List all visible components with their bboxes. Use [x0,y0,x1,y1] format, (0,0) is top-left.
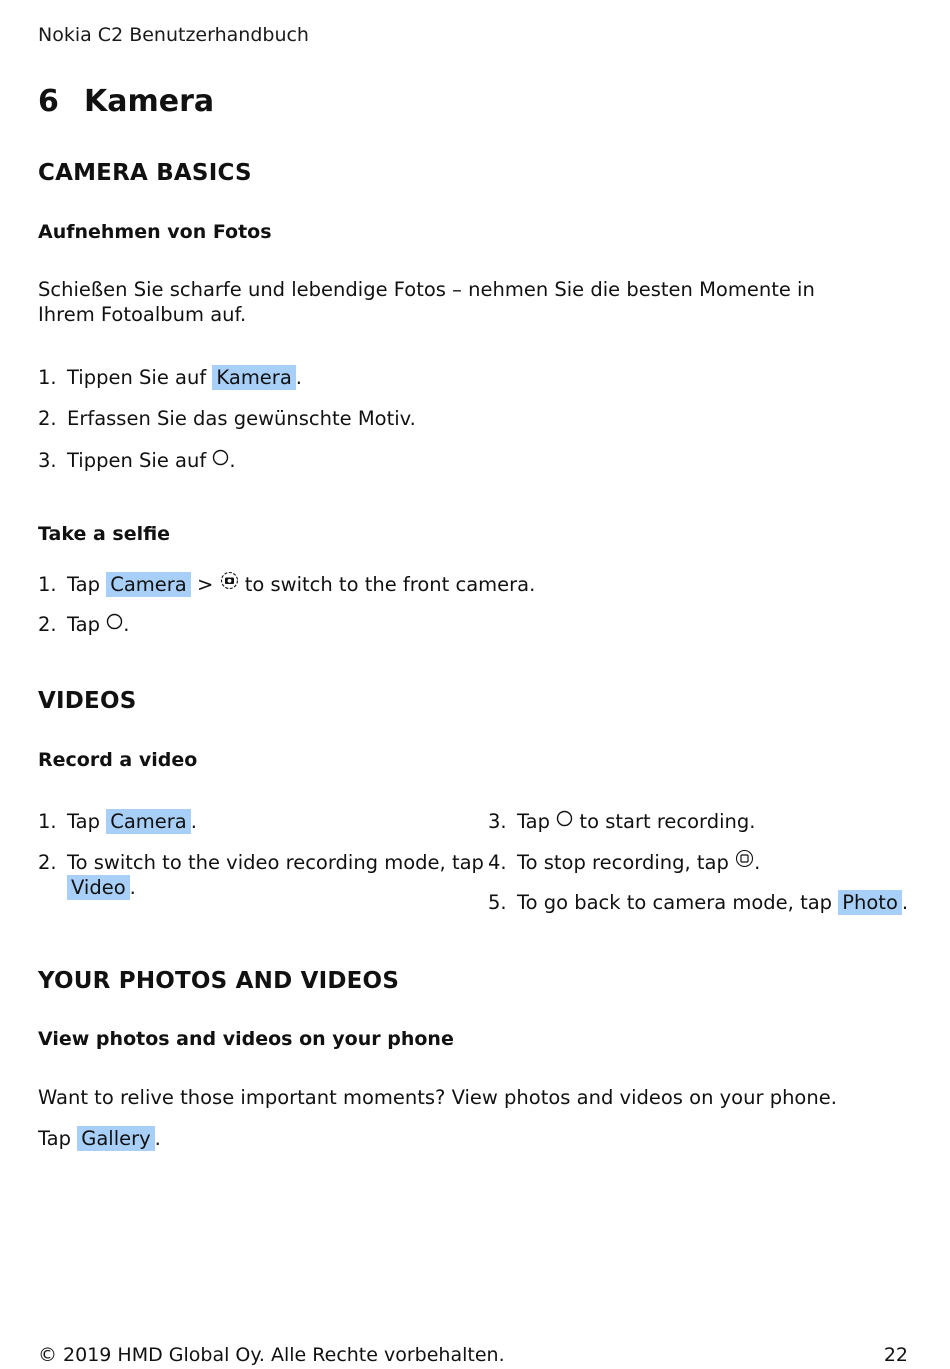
chapter-title [38,84,214,119]
running-header: Nokia C2 Benutzerhandbuch [38,24,309,46]
list-item: 3. Tippen Sie auf . [38,449,236,472]
section-heading-photos-videos: YOUR PHOTOS AND VIDEOS [38,968,400,994]
gallery-instruction: Tap Gallery . [38,1127,161,1150]
ui-label-camera: Camera [106,809,191,834]
list-item: 2. Erfassen Sie das gewünschte Motiv. [38,407,416,430]
section-heading-camera-basics: CAMERA BASICS [38,160,252,186]
list-item: 4. To stop recording, tap . [488,851,761,874]
gallery-intro-paragraph: Want to relive those important moments? View photos and videos on your phone. [38,1086,837,1109]
list-item: 1. Tap Camera . [38,810,197,833]
page-number: 22 [883,1344,908,1366]
list-item-continuation: Video . [67,875,136,900]
shutter-icon [106,613,123,630]
list-item: 2. Tap . [38,613,130,636]
subheading-record-video: Record a video [38,749,198,771]
ui-label-gallery: Gallery [77,1126,154,1151]
ui-label-video: Video [67,875,130,900]
subheading-take-photo: Aufnehmen von Fotos [38,221,272,243]
ui-label-photo: Photo [838,890,902,915]
switch-camera-icon [220,571,239,590]
list-item: 1. Tap Camera > to switch to the front camera. [38,573,536,596]
list-item: 1. Tippen Sie auf Kamera . [38,366,302,389]
ui-label-camera: Camera [106,572,191,597]
list-item: 2. To switch to the video recording mode, tap [38,851,484,874]
shutter-icon [212,449,229,466]
footer-copyright: © 2019 HMD Global Oy. Alle Rechte vorbehalten. [38,1344,505,1366]
section-heading-videos: VIDEOS [38,688,137,714]
chapter-name: Kamera [84,84,215,119]
list-item: 3. Tap to start recording. [488,810,756,833]
subheading-take-selfie: Take a selfie [38,523,171,545]
chapter-number: 6 [38,84,59,119]
photo-intro-paragraph: Schießen Sie scharfe und lebendige Fotos – nehmen Sie die besten Momente in Ihrem Fotoalbum auf. [38,278,815,326]
list-item: 5. To go back to camera mode, tap Photo . [488,891,909,914]
ui-label-kamera: Kamera [212,365,295,390]
subheading-view-photos: View photos and videos on your phone [38,1028,454,1050]
stop-icon [735,849,754,868]
record-icon [556,810,573,827]
